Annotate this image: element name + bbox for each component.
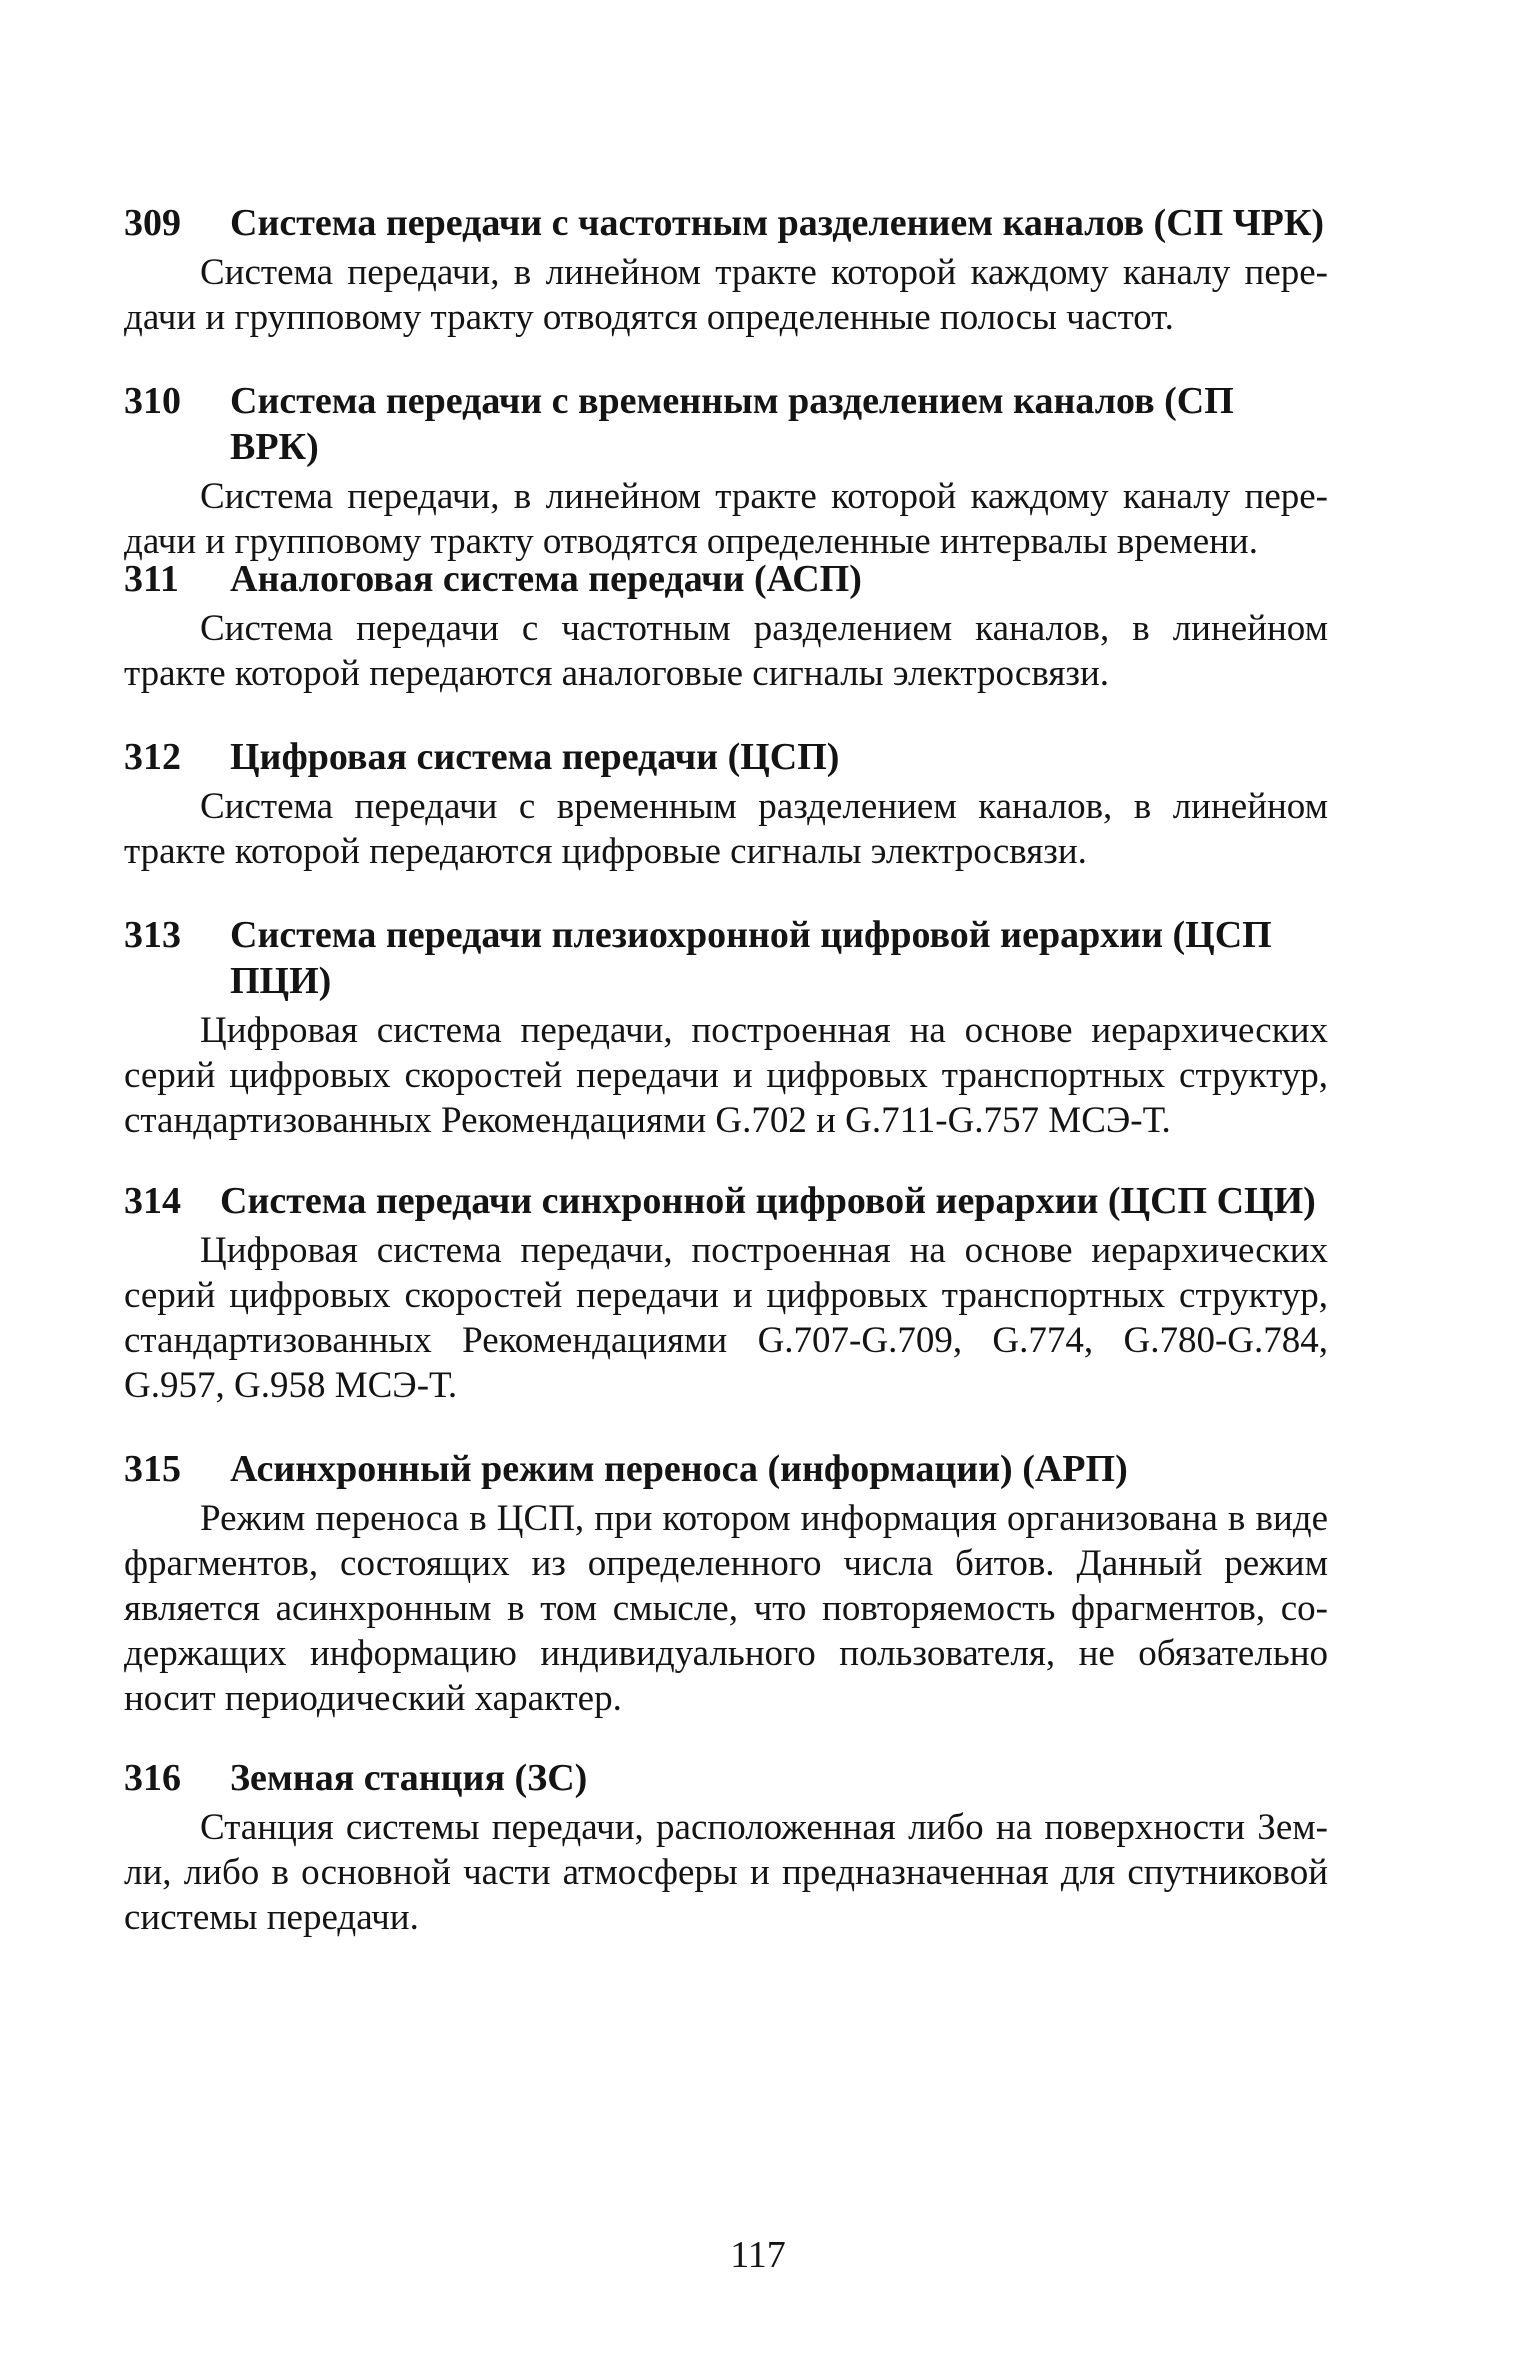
term-heading <box>124 734 1328 780</box>
term-number: 314 <box>124 1180 181 1222</box>
term-title: Система передачи плезиохронной цифровой иерархии (ЦСП ПЦИ) <box>230 914 1272 1002</box>
term-heading <box>124 1755 1328 1801</box>
term-heading <box>124 1446 1328 1492</box>
term-entry-312 <box>124 734 1328 874</box>
term-entry-314 <box>124 1178 1328 1408</box>
term-entry-315 <box>124 1446 1328 1721</box>
page-number: 117 <box>730 2234 786 2276</box>
term-definition: Режим переноса в ЦСП, при котором информация организована в виде фрагментов, состоящих из определенного числа битов. Данный режим является асинхронным в том смысле, что повторяемость фрагментов, содержащих информацию индивидуального пользователя, не обязательно носит периодический характер. <box>124 1498 1328 1719</box>
term-definition: Система передачи, в линейном тракте которой каждому каналу передачи и групповому тракту отводятся определенные интервалы времени. <box>124 476 1328 562</box>
term-heading <box>124 200 1328 246</box>
term-title: Система передачи с временным разделением каналов (СП ВРК) <box>230 380 1234 468</box>
term-number: 316 <box>124 1757 181 1799</box>
term-heading <box>124 1178 1328 1224</box>
term-entry-313 <box>124 912 1328 1143</box>
term-number: 311 <box>124 558 179 600</box>
term-heading <box>124 378 1328 470</box>
term-heading <box>124 556 1328 602</box>
term-definition: Система передачи с временным разделением каналов, в линейном тракте которой передаются цифровые сигналы электросвязи. <box>124 786 1328 872</box>
term-definition: Цифровая система передачи, построенная на основе иерархических серий цифровых скоростей передачи и цифровых транспортных структур, стандартизованных Рекомендациями G.702 и G.711-G.757 МСЭ-Т. <box>124 1010 1328 1141</box>
term-number: 312 <box>124 736 181 778</box>
term-title: Система передачи с частотным разделением каналов (СП ЧРК) <box>230 202 1325 244</box>
term-number: 315 <box>124 1448 181 1490</box>
term-heading <box>124 912 1328 1004</box>
term-entry-310 <box>124 378 1328 564</box>
term-definition: Станция системы передачи, расположенная либо на поверхности Земли, либо в основной части атмосферы и предназначенная для спутниковой системы передачи. <box>124 1807 1328 1938</box>
term-title: Цифровая система передачи (ЦСП) <box>230 736 840 778</box>
term-definition: Цифровая система передачи, построенная на основе иерархических серий цифровых скоростей передачи и цифровых транспортных структур, стандартизованных Рекомендациями G.707-G.709, G.774, G.780-G.784, G.957, G.958 МСЭ-Т. <box>124 1230 1328 1406</box>
term-definition: Система передачи, в линейном тракте которой каждому каналу передачи и групповому тракту отводятся определенные полосы частот. <box>124 252 1328 338</box>
term-number: 313 <box>124 914 181 956</box>
term-number: 309 <box>124 202 181 244</box>
term-title: Система передачи синхронной цифровой иерархии (ЦСП СЦИ) <box>220 1180 1316 1222</box>
term-number: 310 <box>124 380 181 422</box>
term-definition: Система передачи с частотным разделением каналов, в линейном тракте которой передаются аналоговые сигналы электросвязи. <box>124 608 1328 694</box>
term-title: Асинхронный режим переноса (информации) (АРП) <box>230 1448 1128 1490</box>
term-entry-316 <box>124 1755 1328 1940</box>
term-title: Земная станция (ЗС) <box>230 1757 588 1799</box>
term-entry-309 <box>124 200 1328 340</box>
term-entry-311 <box>124 556 1328 696</box>
term-title: Аналоговая система передачи (АСП) <box>230 558 862 600</box>
